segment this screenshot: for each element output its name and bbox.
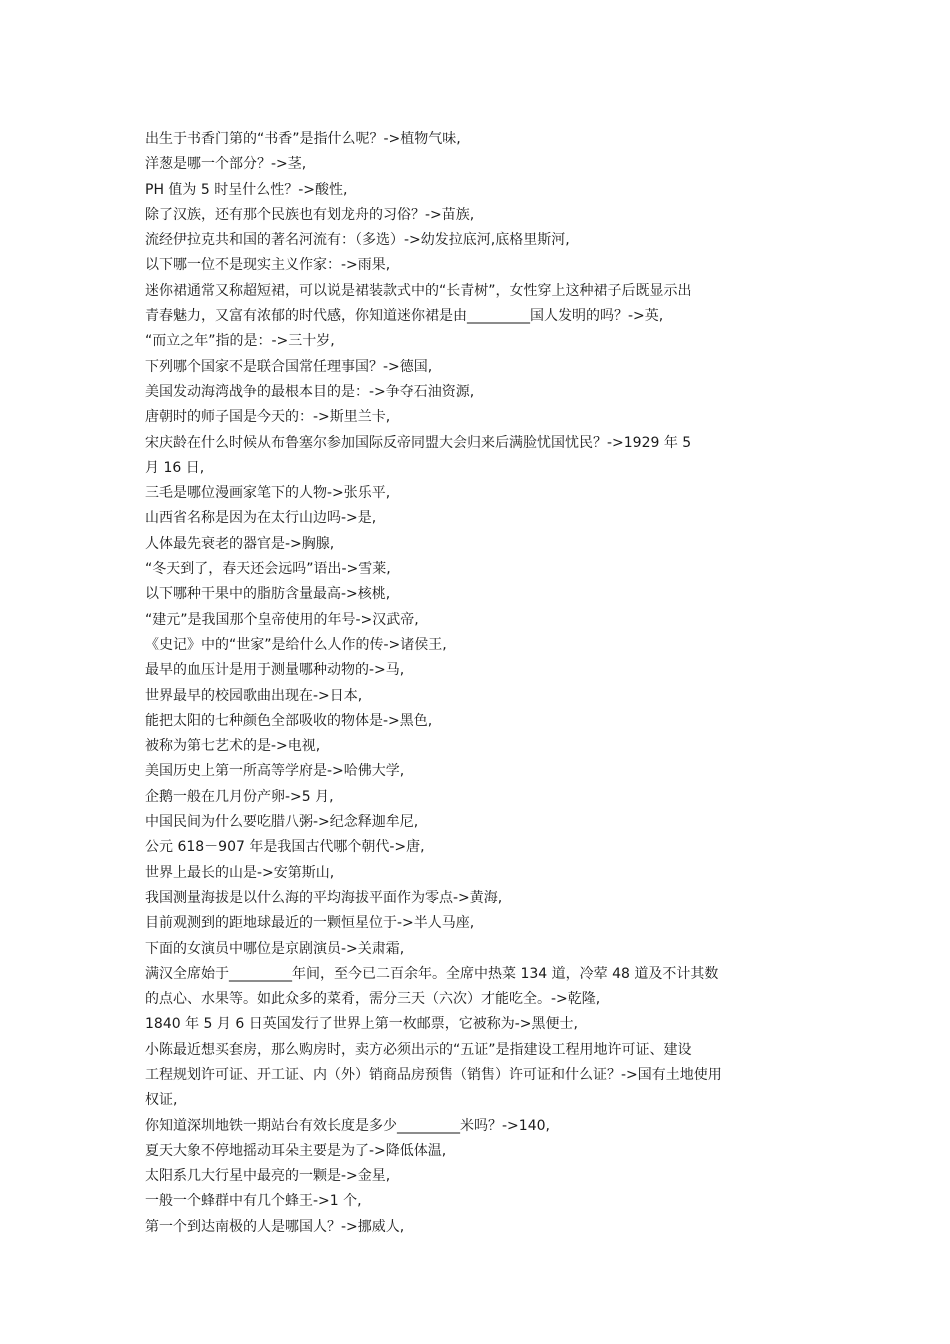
text-line: 流经伊拉克共和国的著名河流有：（多选）->幼发拉底河,底格里斯河,	[145, 232, 570, 249]
text-line: 工程规划许可证、开工证、内（外）销商品房预售（销售）许可证和什么证？->国有土地使用	[145, 1066, 722, 1083]
text-line: 出生于书香门第的“书香”是指什么呢？->植物气味,	[145, 131, 461, 147]
text-line: 山西省名称是因为在太行山边吗->是,	[145, 510, 377, 527]
text-line: 目前观测到的距地球最近的一颗恒星位于->半人马座,	[145, 915, 475, 932]
text-line: 最早的血压计是用于测量哪种动物的->马,	[145, 662, 405, 679]
text-line: 青春魅力，又富有浓郁的时代感，你知道迷你裙是由_________国人发明的吗？->英,	[145, 308, 664, 325]
text-line: 中国民间为什么要吃腊八粥->纪念释迦牟尼,	[145, 814, 419, 831]
text-line: 满汉全席始于_________年间，至今已二百余年。全席中热菜 134 道，冷荤 48 道及不计其数	[145, 965, 719, 982]
text-line: 美国发动海湾战争的最根本目的是：->争夺石油资源,	[145, 383, 475, 400]
text-line: 世界最早的校园歌曲出现在->日本,	[145, 687, 363, 704]
text-line: 世界上最长的山是->安第斯山,	[145, 864, 335, 881]
text-line: “建元”是我国那个皇帝使用的年号->汉武帝,	[145, 611, 419, 628]
text-line: 第一个到达南极的人是哪国人？->挪威人,	[145, 1218, 405, 1235]
text-line: 企鹅一般在几月份产卵->5 月,	[145, 788, 334, 805]
text-line: “冬天到了，春天还会远吗”语出->雪莱,	[145, 561, 391, 578]
text-line: 除了汉族，还有那个民族也有划龙舟的习俗？->苗族,	[145, 206, 475, 223]
text-line: 公元 618－907 年是我国古代哪个朝代->唐,	[145, 839, 425, 856]
text-line: 你知道深圳地铁一期站台有效长度是多少_________米吗？->140,	[145, 1117, 550, 1134]
text-line: 以下哪种干果中的脂肪含量最高->核桃,	[145, 586, 391, 603]
text-line: 以下哪一位不是现实主义作家：->雨果,	[145, 257, 391, 274]
text-line: 能把太阳的七种颜色全部吸收的物体是->黑色,	[145, 712, 433, 729]
text-line: 下列哪个国家不是联合国常任理事国？->德国,	[145, 358, 433, 375]
text-line: 下面的女演员中哪位是京剧演员->关肃霜,	[145, 940, 405, 957]
text-line: 人体最先衰老的器官是->胸腺,	[145, 535, 335, 552]
document-body	[145, 127, 810, 1240]
text-line: 小陈最近想买套房，那么购房时，卖方必须出示的“五证”是指建设工程用地许可证、建设	[145, 1041, 692, 1058]
text-line: 《史记》中的“世家”是给什么人作的传->诸侯王,	[145, 636, 447, 653]
text-line: “而立之年”指的是：->三十岁,	[145, 333, 335, 350]
text-line: 月 16 日,	[145, 459, 205, 476]
text-line: 1840 年 5 月 6 日英国发行了世界上第一枚邮票，它被称为->黑便士,	[145, 1016, 578, 1033]
text-line: 夏天大象不停地摇动耳朵主要是为了->降低体温,	[145, 1142, 447, 1159]
text-line: 被称为第七艺术的是->电视,	[145, 738, 321, 755]
text-line: 唐朝时的师子国是今天的：->斯里兰卡,	[145, 409, 391, 426]
text-line: 太阳系几大行星中最亮的一颗是->金星,	[145, 1168, 391, 1185]
text-line: 我国测量海拔是以什么海的平均海拔平面作为零点->黄海,	[145, 889, 503, 906]
text-line: PH 值为 5 时呈什么性？->酸性,	[145, 181, 348, 198]
text-line: 的点心、水果等。如此众多的菜肴，需分三天（六次）才能吃全。->乾隆,	[145, 991, 601, 1008]
text-line: 宋庆龄在什么时候从布鲁塞尔参加国际反帝同盟大会归来后满脸忧国忧民？->1929 年 5	[145, 434, 692, 451]
text-line: 权证,	[145, 1092, 178, 1109]
text-line: 迷你裙通常又称超短裙，可以说是裙装款式中的“长青树”，女性穿上这种裙子后既显示出	[145, 282, 692, 299]
text-line: 洋葱是哪一个部分？->茎,	[145, 156, 307, 173]
text-line: 一般一个蜂群中有几个蜂王->1 个,	[145, 1193, 362, 1210]
text-line: 美国历史上第一所高等学府是->哈佛大学,	[145, 763, 405, 780]
text-line: 三毛是哪位漫画家笔下的人物->张乐平,	[145, 485, 391, 502]
